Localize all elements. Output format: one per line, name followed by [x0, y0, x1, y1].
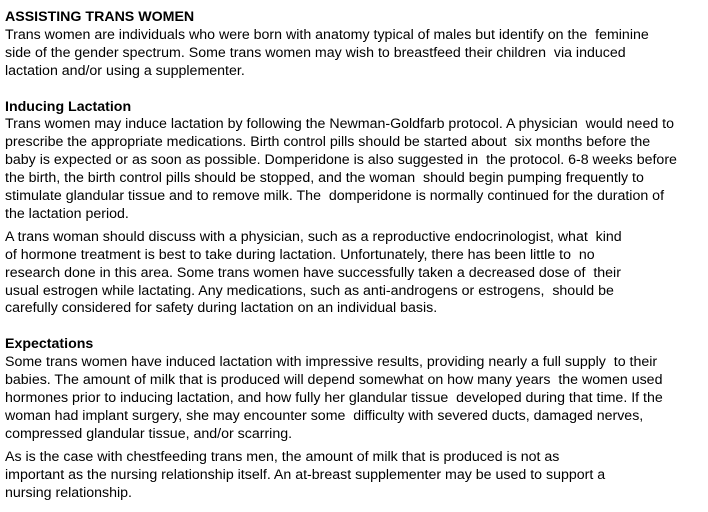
text-line: Trans women are individuals who were born with anatomy typical of males but identify on the feminine: [5, 26, 649, 43]
text-line: lactation and/or using a supplementer.: [5, 62, 245, 79]
section-assisting-trans-women: [5, 9, 705, 81]
text-line: research done in this area. Some trans women have successfully taken a decreased dose of their: [5, 264, 621, 281]
section-expectations: [5, 336, 705, 502]
section-heading: Expectations: [5, 336, 94, 353]
section-heading: ASSISTING TRANS WOMEN: [5, 9, 195, 25]
text-line: babies. The amount of milk that is produced will depend somewhat on how many years the women used: [5, 372, 663, 389]
paragraph: [5, 354, 705, 444]
text-line: important as the nursing relationship itself. An at-breast supplementer may be used to support a: [5, 466, 606, 483]
text-line: baby is expected or as soon as possible. Domperidone is also suggested in the protocol. 6-8 weeks before: [5, 152, 677, 169]
text-line: usual estrogen while lactating. Any medications, such as anti-androgens or estrogens, should be: [5, 282, 614, 299]
paragraph: [5, 116, 705, 223]
text-line: side of the gender spectrum. Some trans women may wish to breastfeed their children via induced: [5, 44, 626, 61]
text-line: the lactation period.: [5, 205, 129, 222]
text-line: woman had implant surgery, she may encounter some difficulty with severed ducts, damaged nerves,: [5, 407, 644, 424]
paragraph: [5, 27, 705, 81]
paragraph: [5, 449, 705, 503]
text-line: A trans woman should discuss with a physician, such as a reproductive endocrinologist, what kind: [5, 228, 622, 245]
text-line: prescribe the appropriate medications. Birth control pills should be started about six months before the: [5, 134, 651, 151]
text-line: nursing relationship.: [5, 484, 132, 501]
text-line: compressed glandular tissue, and/or scarring.: [5, 425, 293, 442]
text-line: of hormone treatment is best to take during lactation. Unfortunately, there has been little to no: [5, 246, 595, 263]
text-line: Some trans women have induced lactation with impressive results, providing nearly a full supply to their: [5, 354, 658, 371]
text-line: Trans women may induce lactation by following the Newman-Goldfarb protocol. A physician would need to: [5, 116, 675, 133]
text-line: As is the case with chestfeeding trans men, the amount of milk that is produced is not as: [5, 448, 560, 465]
text-line: carefully considered for safety during lactation on an individual basis.: [5, 300, 438, 317]
paragraph: [5, 229, 705, 319]
text-line: the birth, the birth control pills should be stopped, and the woman should begin pumping frequently to: [5, 170, 644, 187]
section-heading: Inducing Lactation: [5, 98, 132, 115]
text-line: hormones prior to inducing lactation, and how fully her glandular tissue developed during that time. If the: [5, 390, 663, 406]
document-page: [5, 9, 705, 502]
text-line: stimulate glandular tissue and to remove milk. The domperidone is normally continued for the duration of: [5, 188, 665, 205]
section-inducing-lactation: [5, 99, 705, 319]
